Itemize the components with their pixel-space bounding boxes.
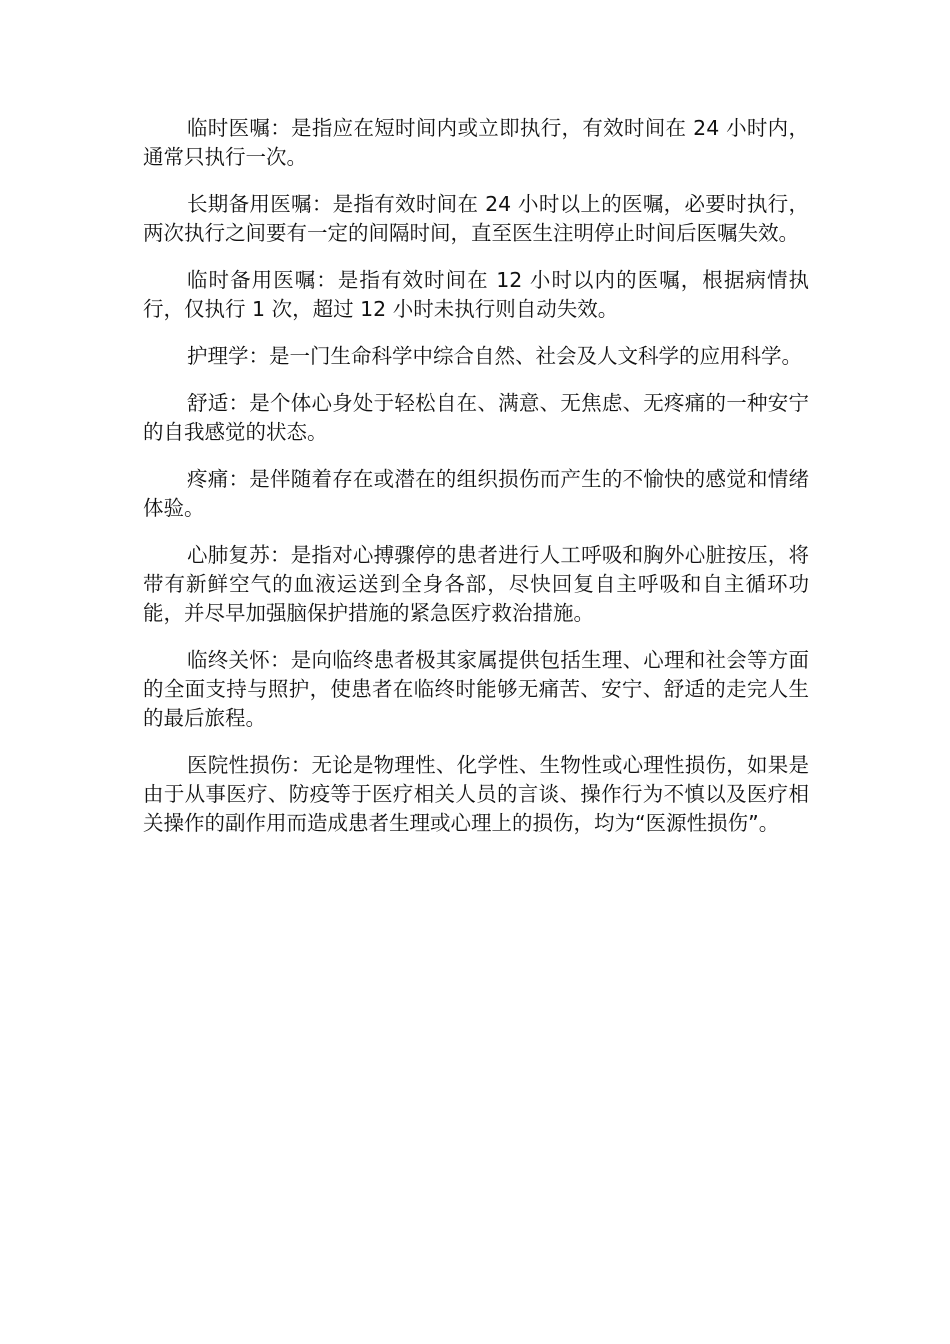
definition-comfort: 舒适：是个体心身处于轻松自在、满意、无焦虑、无疼痛的一种安宁的自我感觉的状态。 bbox=[143, 391, 809, 444]
definition-iatrogenic-injury: 医院性损伤：无论是物理性、化学性、生物性或心理性损伤，如果是由于从事医疗、防疫等于医疗相关人员的言谈、操作行为不慎以及医疗相关操作的副作用而造成患者生理或心理上的损伤，均为“医源性损伤”。 bbox=[143, 753, 809, 835]
definition-pain: 疼痛：是伴随着存在或潜在的组织损伤而产生的不愉快的感觉和情绪体验。 bbox=[143, 467, 809, 520]
definition-nursing: 护理学：是一门生命科学中综合自然、社会及人文科学的应用科学。 bbox=[187, 344, 802, 368]
definition-temporary-order: 临时医嘱：是指应在短时间内或立即执行，有效时间在 24 小时内，通常只执行一次。 bbox=[143, 116, 809, 169]
document-body bbox=[143, 114, 809, 856]
definition-long-term-standby-order: 长期备用医嘱：是指有效时间在 24 小时以上的医嘱，必要时执行，两次执行之间要有一定的间隔时间，直至医生注明停止时间后医嘱失效。 bbox=[143, 192, 809, 245]
definition-temporary-standby-order: 临时备用医嘱：是指有效时间在 12 小时以内的医嘱，根据病情执行，仅执行 1 次，超过 12 小时未执行则自动失效。 bbox=[143, 268, 809, 321]
definition-hospice-care: 临终关怀：是向临终患者极其家属提供包括生理、心理和社会等方面的全面支持与照护，使患者在临终时能够无痛苦、安宁、舒适的走完人生的最后旅程。 bbox=[143, 648, 809, 730]
definition-cpr: 心肺复苏：是指对心搏骤停的患者进行人工呼吸和胸外心脏按压，将带有新鲜空气的血液运送到全身各部，尽快回复自主呼吸和自主循环功能，并尽早加强脑保护措施的紧急医疗救治措施。 bbox=[143, 543, 809, 625]
